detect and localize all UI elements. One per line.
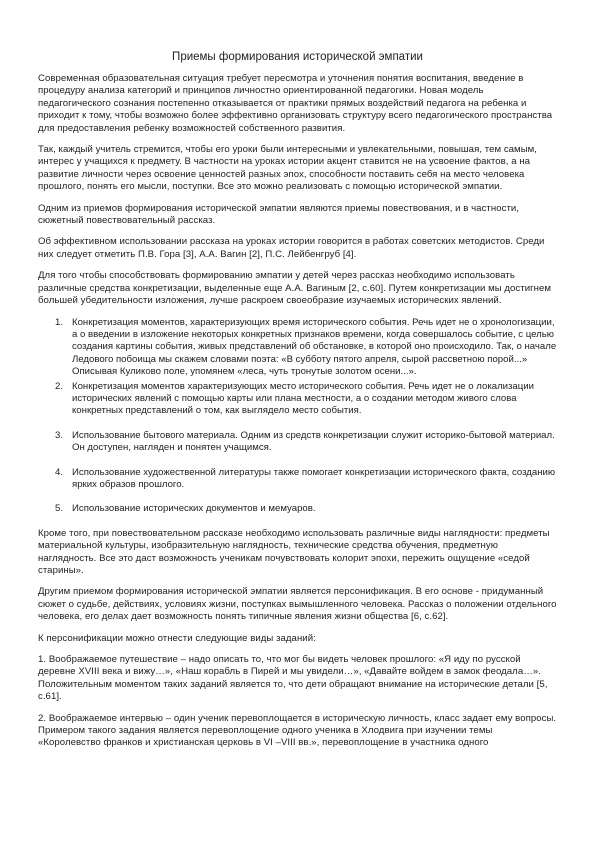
paragraph-10: 2. Воображаемое интервью – один ученик перевоплощается в историческую личность, класс задает ему вопросы. Примером такого задания является перевоплощение одного ученика в Хлодвига при изучении темы «Королевство франков и христианская церковь в VI –VIII вв.», перевоплощение в участника одного (38, 712, 557, 749)
list-item-number: 3. (55, 429, 64, 441)
list-item-text: Конкретизация моментов, характеризующих время исторического события. Речь идет не о хронологизации, а о введении в изложение некоторых конкретных признаков времени, когда совершалось событие, с целью создания картины события, живых представлений об обстановке, в которой оно происходило. Так, о начале Ледового побоища мы скажем словами поэта: «В субботу пятого апреля, сырой рассветною порой...» Описывая Куликово поле, упомянем «леса, чуть тронутые золотом осени...». (72, 316, 557, 378)
list-item (38, 430, 557, 455)
paragraph-9: 1. Воображаемое путешествие – надо описать то, что мог бы видеть человек прошлого: «Я иду по русской деревне XVIII века и вижу…», «Наш корабль в Пирей и мы увидели…», «Давайте войдем в замок феодала…». Положительным моментом таких заданий является то, что дети обращают внимание на исторические детали [5, с.61]. (38, 654, 548, 703)
paragraph-1: Современная образовательная ситуация требует пересмотра и уточнения понятия воспитания, введение в процедуру анализа категорий и принципов личностно ориентированной педагогики. Новая модель педагогического сознания постепенно отказывается от практики прямых воздействий педагога на ребенка и приходит к тому, чтобы возможно более эффективно организовать структуру всего педагогического пространства для предоставления ребенку возможностей собственного развития. (38, 73, 553, 134)
paragraph-5: Для того чтобы способствовать формированию эмпатии у детей через рассказ необходимо использовать различные средства конкретизации, выделенные еще А.А. Вагиным [2, с.60]. Путем конкретизации мы достигнем большей убедительности изложения, лучше раскроем своеобразие изучаемых исторических явлений. (38, 270, 552, 307)
list-item (38, 503, 557, 515)
list-item-number: 4. (55, 466, 64, 478)
personification-section (38, 528, 557, 750)
paragraph-2: Так, каждый учитель стремится, чтобы его уроки были интересными и увлекательными, повышая, тем самым, интерес у учащихся к предмету. В частности на уроках истории акцент ставится не на усвоение фактов, а на развитие личности через освоение ценностей разных эпох, способности поставить себя на место человека прошлого, понять его мысли, поступки. Все это можно реализовать с помощью исторической эмпатии. (38, 144, 538, 193)
paragraph-8: К персонификации можно отнести следующие виды заданий: (38, 632, 316, 644)
list-item-text: Использование исторических документов и мемуаров. (72, 503, 316, 515)
concretization-list (38, 317, 557, 516)
list-item-text: Использование бытового материала. Одним из средств конкретизации служит историко-бытовой материал. Он доступен, нагляден и понятен учащимся. (72, 429, 555, 454)
list-item-number: 5. (55, 503, 64, 515)
list-item-number: 2. (55, 380, 64, 392)
list-item-text: Использование художественной литературы также помогает конкретизации исторического факта, созданию ярких образов прошлого. (72, 466, 556, 490)
paragraph-3: Одним из приемов формирования исторической эмпатии являются приемы повествования, и в частности, сюжетный повествовательный рассказ. (38, 202, 520, 227)
list-item-text: Конкретизация моментов характеризующих место исторического события. Речь идет не о локализации исторических явлений с помощью карты или плана местности, а о создании методом живого слова конкретных представлений о том, как выглядело место события. (72, 380, 534, 417)
list-item (38, 467, 557, 492)
intro-section (38, 73, 557, 308)
list-item (38, 381, 557, 418)
document-title: Приемы формирования исторической эмпатии (172, 51, 423, 63)
paragraph-7: Другим приемом формирования исторической эмпатии является персонификация. В его основе - придуманный сюжет о судьбе, действиях, условиях жизни, поступках вымышленного человека. Рассказ о положении отдельного человека, его делах дает возможность понять типичные явления жизни общества [6, с.62]. (38, 586, 557, 623)
paragraph-6: Кроме того, при повествовательном рассказе необходимо использовать различные виды наглядности: предметы материальной культуры, изобразительную наглядность, технические средства обучения, предметную наглядность. Все это даст возможность ученикам почувствовать колорит эпохи, пережить ощущение «седой старины». (38, 527, 550, 576)
paragraph-4: Об эффективном использовании рассказа на уроках истории говорится в работах советских методистов. Среди них следует отметить П.В. Гора [3], А.А. Вагин [2], П.С. Лейбенгруб [4]. (38, 236, 545, 260)
list-item-number: 1. (55, 316, 64, 328)
list-item (38, 317, 557, 379)
